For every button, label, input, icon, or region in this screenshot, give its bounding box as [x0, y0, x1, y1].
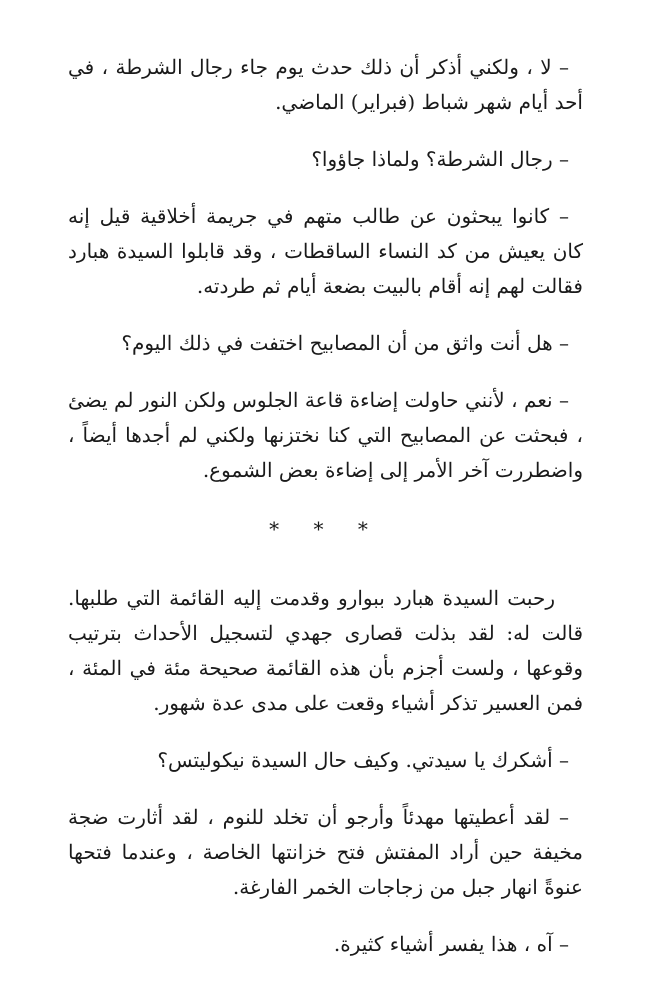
- book-page: [68, 50, 583, 962]
- section-divider: * * *: [269, 517, 382, 541]
- dialogue-paragraph: – أشكرك يا سيدتي. وكيف حال السيدة نيكوليتس؟: [157, 748, 569, 772]
- dialogue-paragraph: – هل أنت واثق من أن المصابيح اختفت في ذلك اليوم؟: [121, 331, 569, 355]
- dialogue-paragraph: – كانوا يبحثون عن طالب متهم في جريمة أخلاقية قيل إنه كان يعيش من كد النساء الساقطات ، وقد قابلوا السيدة هبارد فقالت لهم إنه أقام بالبيت بضعة أيام ثم طردته.: [68, 204, 583, 298]
- dialogue-paragraph: – رجال الشرطة؟ ولماذا جاؤوا؟: [311, 147, 569, 171]
- dialogue-paragraph: – لقد أعطيتها مهدئاً وأرجو أن تخلد للنوم ، لقد أثارت ضجة مخيفة حين أراد المفتش فتح خزانتها الخاصة ، وعندما فتحها عنوةً انهار جبل من زجاجات الخمر الفارغة.: [68, 805, 583, 899]
- dialogue-paragraph: – آه ، هذا يفسر أشياء كثيرة.: [333, 932, 569, 956]
- dialogue-paragraph: – لا ، ولكني أذكر أن ذلك حدث يوم جاء رجال الشرطة ، في أحد أيام شهر شباط (فبراير) الماضي.: [68, 55, 583, 114]
- dialogue-paragraph: – نعم ، لأنني حاولت إضاءة قاعة الجلوس ولكن النور لم يضئ ، فبحثت عن المصابيح التي كنا نختزنها ولكني لم أجدها أيضاً ، واضطررت آخر الأمر إلى إضاءة بعض الشموع.: [68, 388, 583, 482]
- narrative-paragraph: رحبت السيدة هبارد ببوارو وقدمت إليه القائمة التي طلبها. قالت له: لقد بذلت قصارى جهدي لتسجيل الأحداث بترتيب وقوعها ، ولست أجزم بأن هذه القائمة صحيحة مئة في المئة ، فمن العسير تذكر أشياء وقعت على مدى عدة شهور.: [68, 586, 583, 715]
